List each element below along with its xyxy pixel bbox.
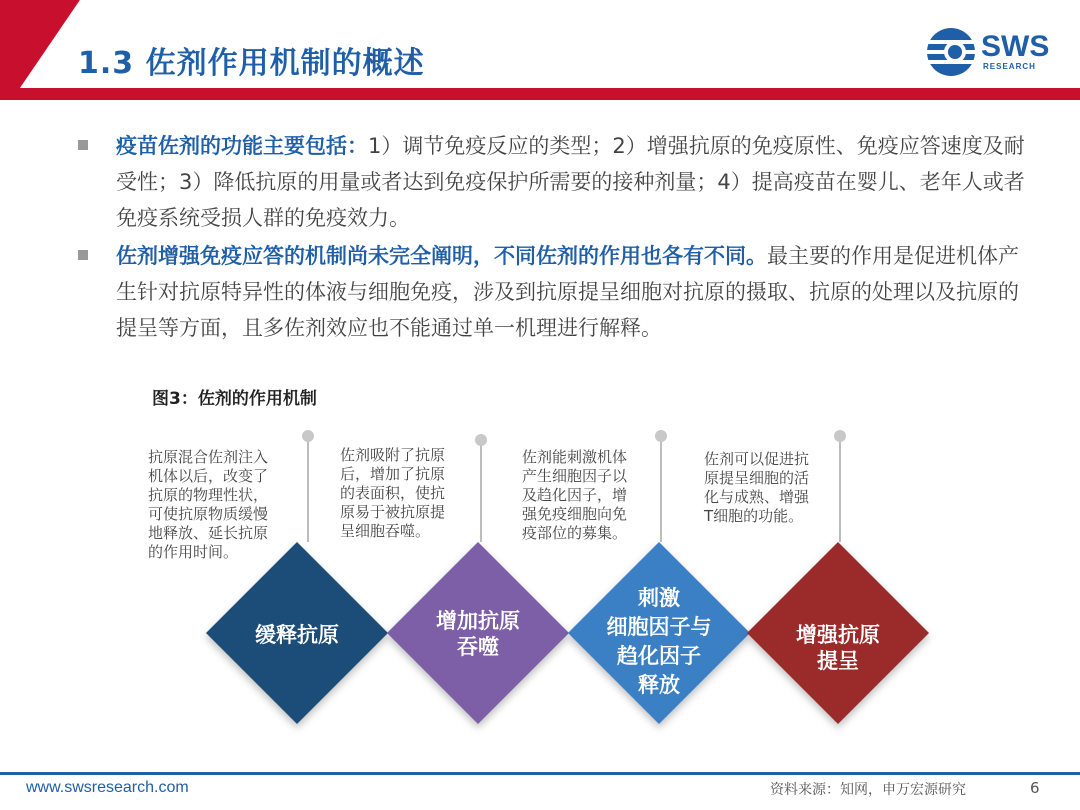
pin-head xyxy=(655,430,667,442)
bullet-item xyxy=(76,128,1036,236)
logo-subtext: RESEARCH xyxy=(983,62,1036,71)
note-phagocytosis: 佐剂吸附了抗原 后，增加了抗原 的表面积，使抗 原易于被抗原提 呈细胞吞噬。 xyxy=(340,446,446,540)
label-phagocytosis: 增加抗原 吞噬 xyxy=(436,609,520,659)
note-slow-release: 抗原混合佐剂注入 机体以后，改变了 抗原的物理性状， 可使抗原物质缓慢 地释放、延长抗原 的作用时间。 xyxy=(148,448,269,561)
bullet-text: 最主要的作用是促进机体产生针对抗原特异性的体液与细胞免疫，涉及到抗原提呈细胞对抗原的摄取、抗原的处理以及抗原的提呈等方面，且多佐剂效应也不能通过单一机理进行解释。 xyxy=(116,244,1019,340)
slide-title: 1.3 佐剂作用机制的概述 xyxy=(78,46,425,81)
label-slow-release: 缓释抗原 xyxy=(255,623,339,647)
pin-head xyxy=(834,430,846,442)
footer-website-link[interactable]: www.swsresearch.com xyxy=(26,779,189,796)
sws-logo xyxy=(925,26,1065,82)
sws-globe-icon xyxy=(925,26,977,78)
label-presentation: 增强抗原 提呈 xyxy=(796,623,880,673)
footer-source: 资料来源：知网，申万宏源研究 xyxy=(770,782,966,798)
pin-line xyxy=(660,438,662,542)
note-cytokine: 佐剂能刺激机体 产生细胞因子以 及趋化因子，增 强免疫细胞向免 疫部位的募集。 xyxy=(522,448,628,542)
pin-head xyxy=(475,434,487,446)
mechanism-diagram xyxy=(0,420,1080,770)
page-number: 6 xyxy=(1030,779,1040,797)
pin-line xyxy=(480,442,482,542)
note-presentation: 佐剂可以促进抗 原提呈细胞的活 化与成熟、增强 T细胞的功能。 xyxy=(704,450,810,525)
bullet-text: 1）调节免疫反应的类型；2）增强抗原的免疫原性、免疫应答速度及耐受性；3）降低抗原的用量或者达到免疫保护所需要的接种剂量；4）提高疫苗在婴儿、老年人或者免疫系统受损人群的免疫效力。 xyxy=(116,134,1025,230)
slide-header xyxy=(0,0,1080,110)
bullet-item xyxy=(76,238,1036,346)
bullet-square-icon xyxy=(78,140,88,150)
bullet-highlight: 疫苗佐剂的功能主要包括： xyxy=(116,134,368,158)
bullet-square-icon xyxy=(78,250,88,260)
pin-line xyxy=(839,438,841,542)
pin-head xyxy=(302,430,314,442)
figure-caption: 图3：佐剂的作用机制 xyxy=(152,389,317,409)
bullet-list xyxy=(76,128,1036,346)
pin-line xyxy=(307,438,309,542)
label-cytokine: 刺激 细胞因子与 趋化因子 释放 xyxy=(606,586,712,697)
bullet-highlight: 佐剂增强免疫应答的机制尚未完全阐明，不同佐剂的作用也各有不同。 xyxy=(116,244,767,268)
footer-divider xyxy=(0,772,1080,775)
logo-text: SWS xyxy=(981,30,1050,63)
